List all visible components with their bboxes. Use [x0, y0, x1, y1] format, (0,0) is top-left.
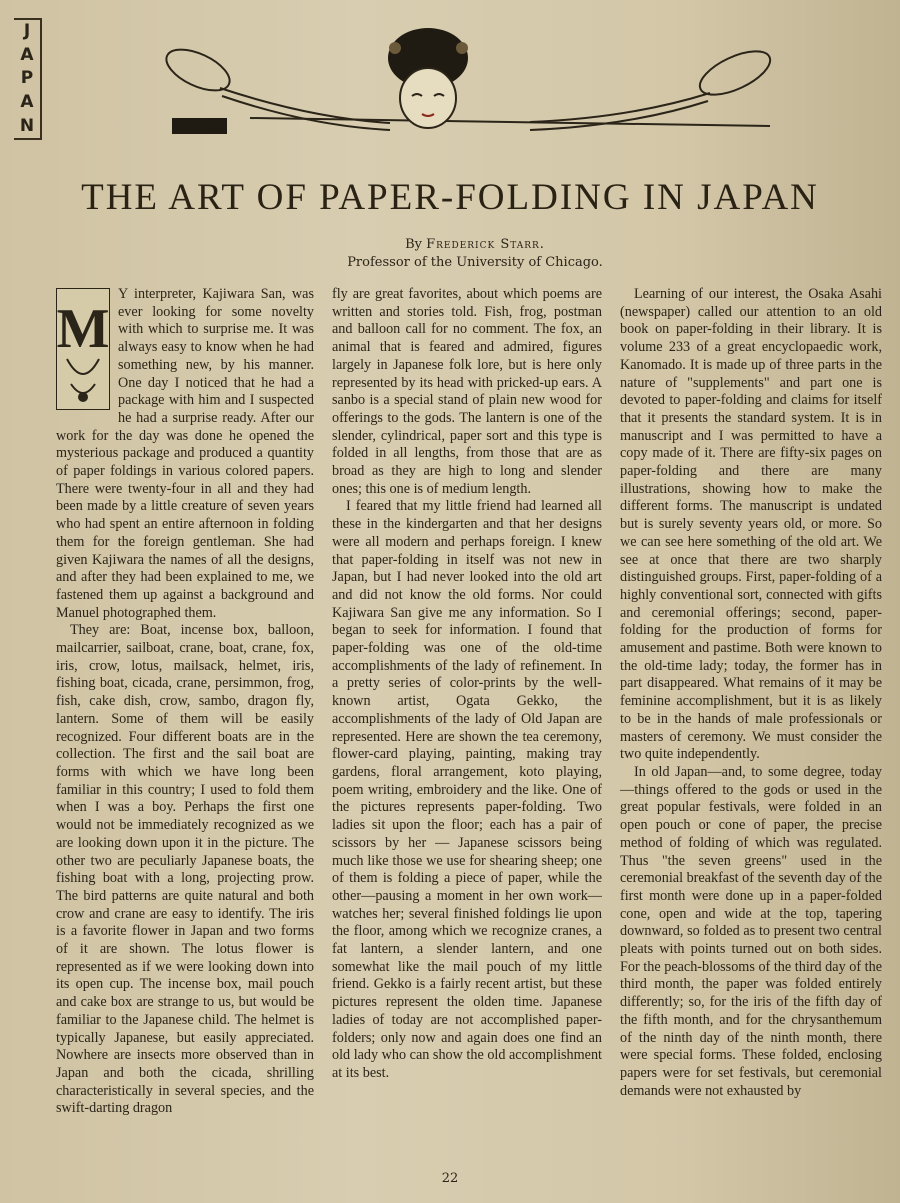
byline-by: By [405, 237, 422, 252]
article-column-3 [620, 286, 882, 1100]
side-tab-letter: N [19, 115, 35, 136]
header-illustration [150, 18, 790, 148]
article-column-1 [56, 286, 314, 1118]
side-tab-letter: P [20, 68, 34, 89]
section-tab-japan [14, 18, 42, 140]
paragraph: They are: Boat, incense box, balloon, mailcarrier, sailboat, crane, boat, crane, fox, iris, crow, lotus, mailsack, helmet, iris, fishing boat, cicada, crane, persimmon, frog, fish, cake dish, crow, sambo, dragon fly, lantern. Some of them will be easily recognized. Four different boats are in the collection. The first and the sail boat are forms with which we have long been familiar in this country; I used to fold them when I was a boy. Perhaps the first one would not be immediately recognized as we are looking down upon it in the picture. The other two are peculiarly Japanese boats, the fishing boat with a long, projecting prow. The bird patterns are quite natural and both crow and crane are easy to identify. The iris is a favorite flower in Japan and two forms of it are shown. The lotus flower is represented as if we were looking down into its open cup. The incense box, mail pouch and cake box are strange to us, but would be familiar to the Japanese child. The helmet is typically Japanese, but easily appreciated. Nowhere are insects more observed than in Japan and both the cicada, shrilling characteristically in several species, and the swift-darting dragon [56, 622, 314, 1117]
side-tab-letter: A [20, 92, 34, 113]
side-tab-letter: J [23, 21, 31, 42]
article-title: THE ART OF PAPER-FOLDING IN JAPAN [81, 177, 819, 218]
paragraph: Learning of our interest, the Osaka Asahi (newspaper) called our attention to an old book on paper-folding in their library. It is volume 233 of a great encyclopaedic work, Kanomado. It is made up of three parts in the nature of "supplements" and part one is devoted to paper-folding and claims for itself that it presents the standard system. It is in manuscript and I was permitted to have a copy made of it. There are fifty-six pages on paper-folding and there are many illustrations, showing how to make the different forms. The manuscript is undated but is surely seventy years old, or more. So we can see here something of the old art. We see at once that there are two sharply distinguished groups. First, paper-folding of a highly conventional sort, connected with gifts and ceremonial offerings; second, paper-folding for the production of forms for amusement and pastime. Both were known to the old-time lady; today, the former has in part disappeared. What remains of it may be feminine accomplishment, but it is as likely to be in the hands of male professionals or masters of ceremony. We must consider the two quite independently. [620, 286, 882, 763]
side-tab-letter: A [20, 44, 34, 65]
paragraph: fly are great favorites, about which poems are written and stories told. Fish, frog, postman and balloon call for no comment. The fox, an animal that is feared and admired, figures largely in Japanese folk lore, but is here only represented by its head with pricked-up ears. A sanbo is a special stand of plain new wood for offerings to the gods. The lantern is one of the slender, cylindrical, paper sort and this type is folded in all lengths, from those that are as broad as they are high to long and slender ones; this one is of medium length. [332, 286, 602, 497]
byline [300, 236, 650, 272]
geisha-face-icon [388, 28, 468, 128]
byline-author: Frederick Starr. [426, 237, 545, 252]
paragraph: Y interpreter, Kajiwara San, was ever looking for some novelty with which to surprise me. It was always easy to know when he had something new, by his manner. One day I noticed that he had a package with him and I suspected he had a surprise ready. After our work for the day was done he opened the mysterious package and produced a quantity of paper foldings in various colored papers. There were twenty-four in all and they had been made by a little creature of seven years who had spent an entire afternoon in folding them for the foreign gentleman. She had given Kajiwara the names of all the designs, and after they had been explained to me, we fastened them up against a background and Manuel photographed them. [56, 286, 314, 621]
article-column-2 [332, 286, 602, 1083]
page-number: 22 [441, 1171, 459, 1186]
paragraph: In old Japan—and, to some degree, today—things offered to the gods or used in the great popular festivals, were folded in an open pouch or cone of paper, the precise method of folding of which was regulated. Thus "the seven greens" used in the ceremonial breakfast of the seventh day of the first month were done up in a paper-folded cone, open and wide at the top, tapering downward, so folded as to present two central pleats with points turned out on both sides. For the peach-blossoms of the third day of the third month, the paper was folded entirely differently; so, for the iris of the fifth day of the fifth month, and for the chrysanthemum of the ninth day of the ninth month, there were special forms. These folded, enclosing papers were for set festivals, but ceremonial demands were not exhausted by [620, 763, 882, 1099]
paragraph: I feared that my little friend had learned all these in the kindergarten and that her designs were all modern and perhaps foreign. I knew that paper-folding in itself was not new in Japan, but I had never looked into the old art and did not know the old forms. Nor could Kajiwara San give me any information. So I began to seek for information. I found that paper-folding was one of the old-time accomplishments of the lady of refinement. In a pretty series of color-prints by the well-known artist, Ogata Gekko, the accomplishments of the lady of Old Japan are represented. Here are shown the tea ceremony, flower-card playing, painting, making tray gardens, floral arrangement, koto playing, poem writing, embroidery and the like. One of the pictures represents paper-folding. Two ladies sit upon the floor; each has a pair of scissors by her — Japanese scissors being much like those we use for shearing sheep; one of them is folding a piece of paper, while the other—pausing a moment in her own work—watches her; several finished foldings lie upon the floor, among which we recognize cranes, a fat lantern, a slender lantern, and one somewhat like the mail pouch of my little friend. Gekko is a fairly recent artist, but these pictures represent the olden time. Japanese ladies of today are not accomplished paper-folders; only now and again does one find an old lady who can show the old accomplishment at its best. [332, 498, 602, 1081]
dropcap-letter: M [56, 298, 110, 360]
byline-affiliation: Professor of the University of Chicago. [347, 255, 603, 270]
ornamental-dropcap [56, 288, 110, 410]
